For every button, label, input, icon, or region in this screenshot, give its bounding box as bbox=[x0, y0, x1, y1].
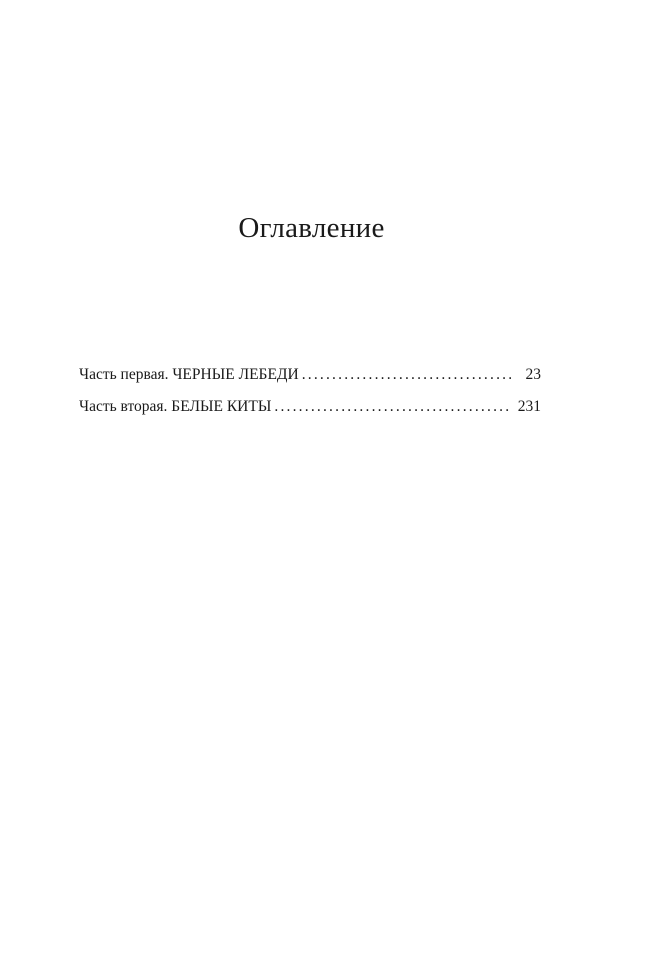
toc-entry bbox=[79, 396, 541, 428]
toc-heading: Оглавление bbox=[238, 212, 385, 244]
toc-entry-label: Часть первая. ЧЕРНЫЕ ЛЕБЕДИ bbox=[79, 366, 299, 383]
dot-leader bbox=[302, 364, 511, 386]
dot-leader bbox=[274, 396, 511, 418]
toc-entry-page: 231 bbox=[517, 398, 541, 415]
toc-entry bbox=[79, 364, 541, 396]
toc-entry-page: 23 bbox=[525, 366, 541, 383]
toc-entry-label: Часть вторая. БЕЛЫЕ КИТЫ bbox=[79, 398, 272, 415]
toc-list bbox=[79, 364, 541, 428]
